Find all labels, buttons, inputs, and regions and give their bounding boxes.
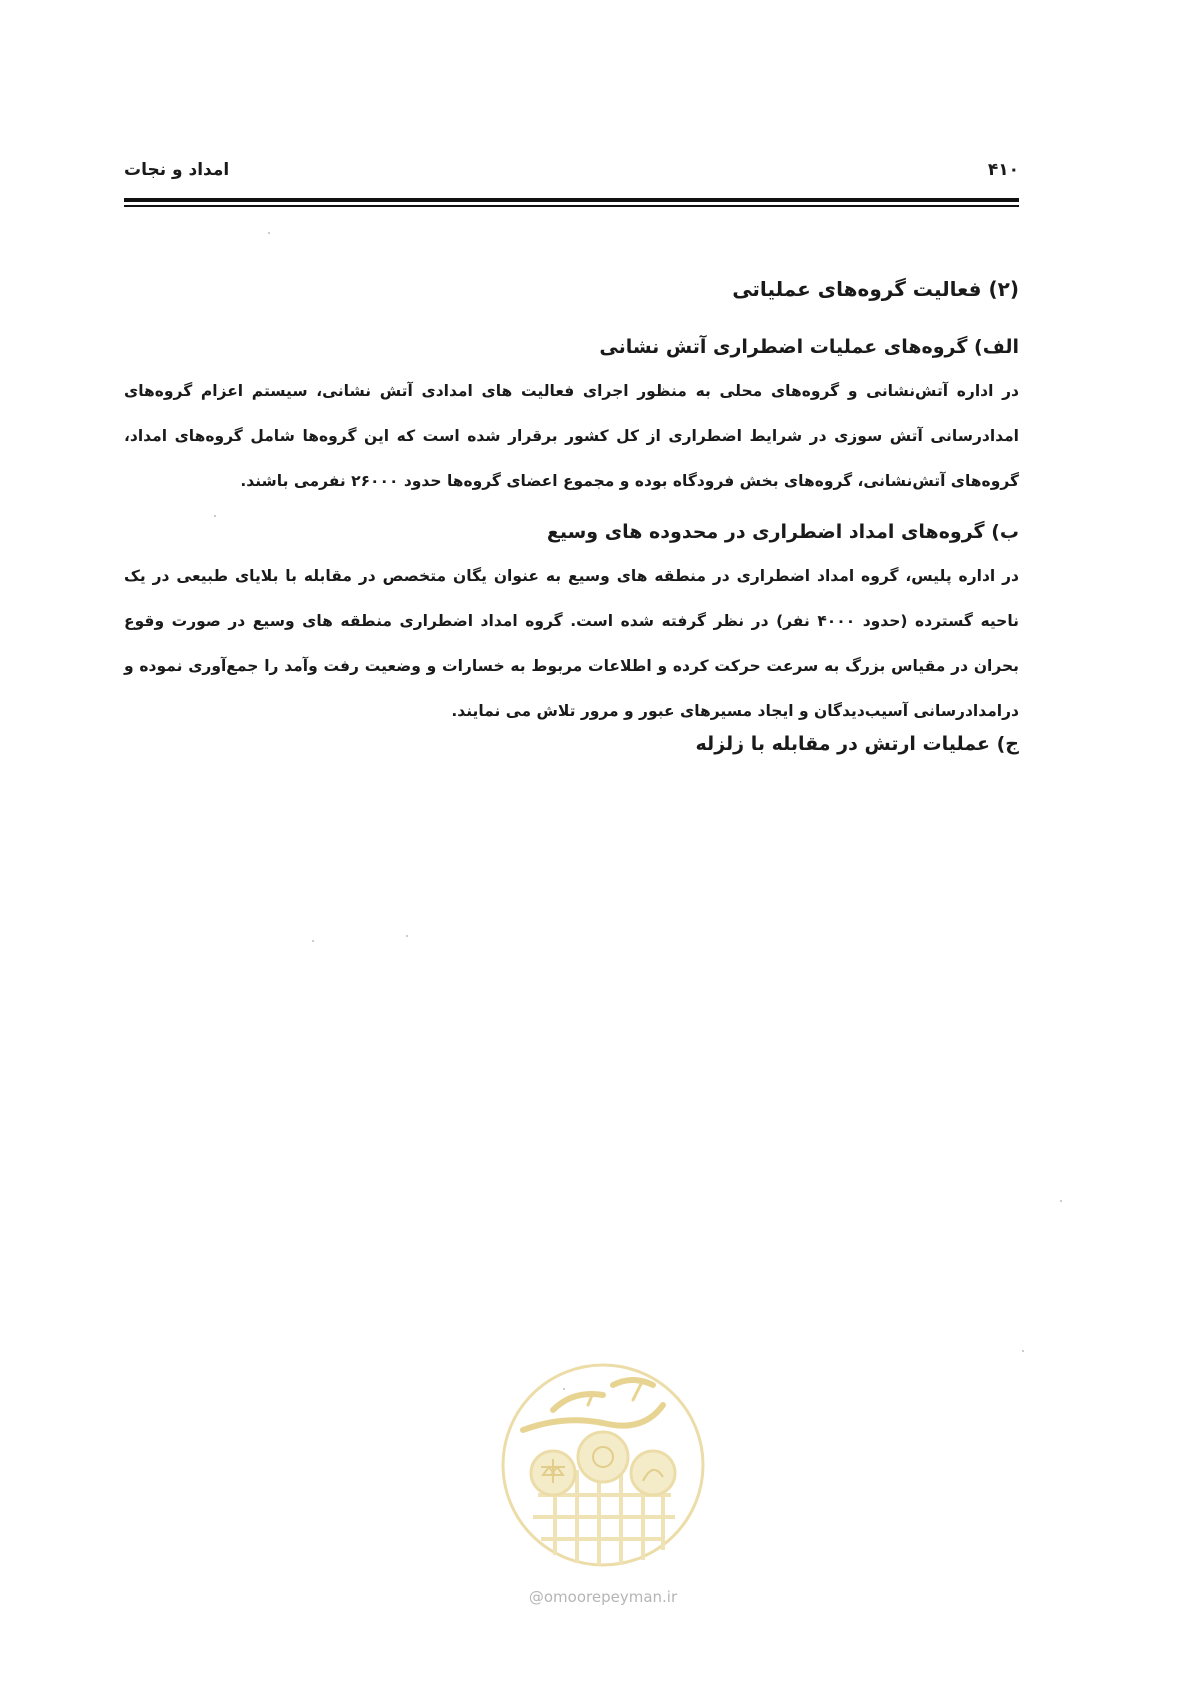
watermark-site-text: @omoorepeyman.ir	[528, 1588, 678, 1606]
page-header	[124, 160, 1019, 186]
subsection-paragraph-be: در اداره پلیس، گروه امداد اضطراری در منطقه های وسیع به عنوان یگان متخصص در مقابله با بلایای طبیعی در یک ناحیه گسترده (حدود ۴۰۰۰ نفر) در نظر گرفته شده است. گروه امداد اضطراری منطقه های وسیع در صورت وقوع بحران در مقیاس بزرگ به سرعت حرکت کرده و اطلاعات مربوط به خسارات و وضعیت رفت وآمد را جمع‌آوری نموده و درامدادرسانی آسیب‌دیدگان و ایجاد مسیرهای عبور و مرور تلاش می نمایند.	[124, 567, 1019, 720]
header-rule	[124, 198, 1019, 202]
subsection-paragraph-alef: در اداره آتش‌نشانی و گروه‌های محلی به منظور اجرای فعالیت های امدادی آتش نشانی، سیستم اعزام گروه‌های امدادرسانی آتش سوزی در شرایط اضطراری از کل کشور برقرار شده است که این گروه‌ها شامل گروه‌های امداد، گروه‌های آتش‌نشانی، گروه‌های بخش فرودگاه بوده و مجموع اعضای گروه‌ها حدود ۲۶۰۰۰ نفرمی باشند.	[124, 382, 1019, 490]
scan-speck	[1060, 1200, 1062, 1202]
scan-speck	[406, 935, 408, 937]
scan-speck	[312, 940, 314, 942]
scan-speck	[268, 232, 270, 234]
header-rule-secondary	[124, 205, 1019, 207]
watermark-logo	[493, 1355, 713, 1575]
running-header-title: امداد و نجات	[124, 160, 230, 180]
subsection-title-be: ب) گروه‌های امداد اضطراری در محدوده های وسیع	[546, 521, 1019, 543]
page-content	[124, 275, 1019, 766]
page-number: ۴۱۰	[987, 160, 1019, 180]
subsection-title-alef: الف) گروه‌های عملیات اضطراری آتش نشانی	[599, 336, 1019, 358]
scan-speck	[1022, 1350, 1024, 1352]
section-title: (۲) فعالیت گروه‌های عملیاتی	[732, 277, 1019, 301]
subsection-title-jim: ج) عملیات ارتش در مقابله با زلزله	[695, 733, 1019, 755]
scan-speck	[214, 515, 216, 517]
scan-speck	[563, 1388, 565, 1390]
